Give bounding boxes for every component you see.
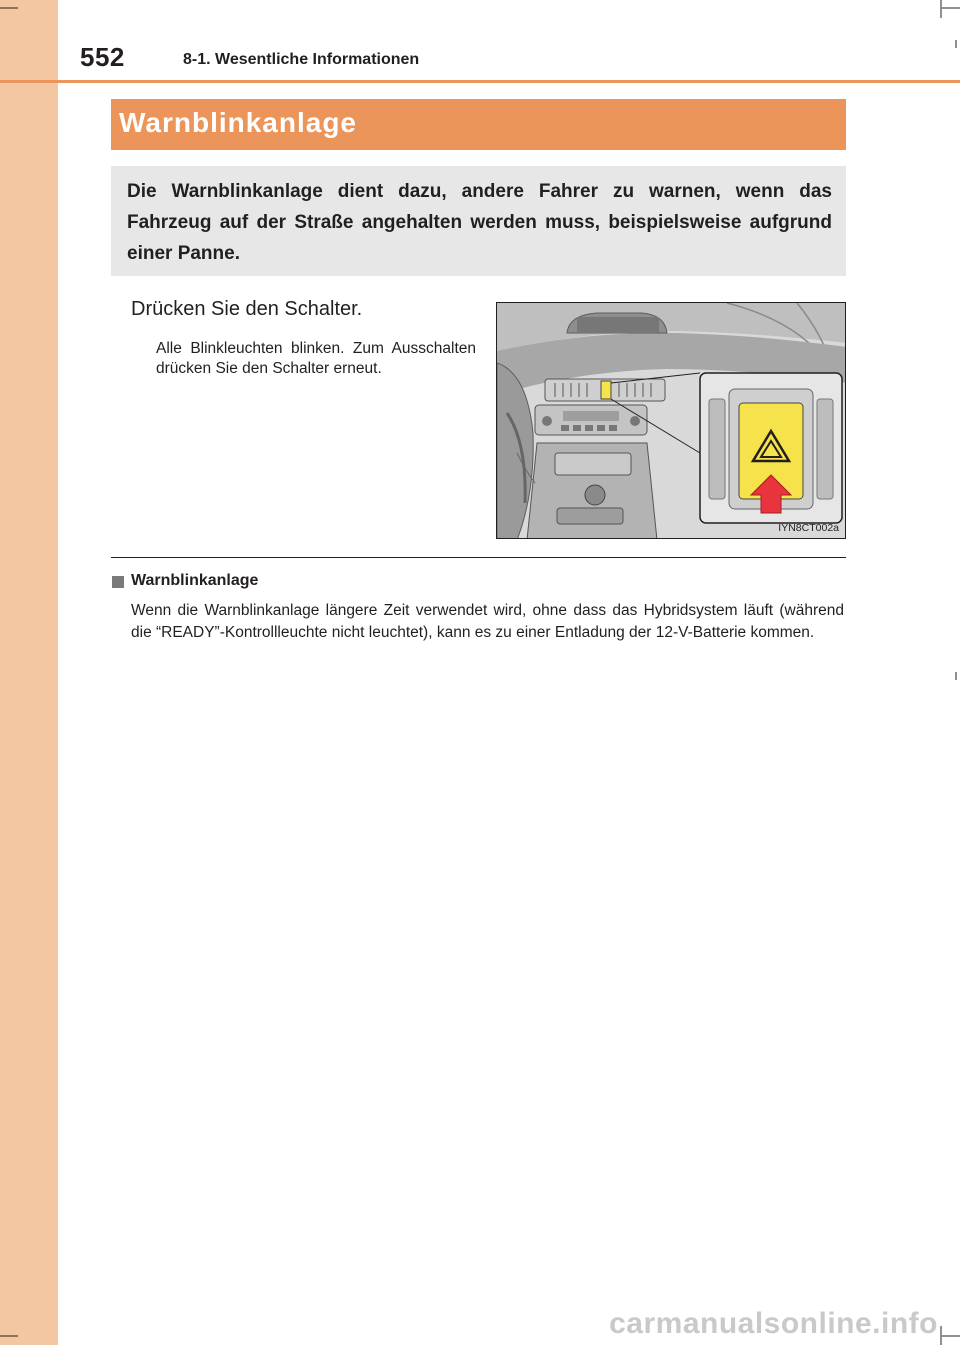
watermark: carmanualsonline.info (609, 1307, 938, 1340)
dashboard-illustration (496, 302, 846, 539)
intro-box (111, 166, 846, 276)
section-breadcrumb: 8-1. Wesentliche Informationen (183, 51, 420, 68)
page-title: Warnblinkanlage (119, 107, 358, 138)
note-heading: Warnblinkanlage (131, 572, 259, 589)
intro-text: Die Warnblinkanlage dient dazu, andere Fahrer zu warnen, wenn das Fahrzeug auf der Straße angehalten werden muss, beispielsweise aufgrund einer Panne. (127, 181, 832, 264)
note-body: Wenn die Warnblinkanlage längere Zeit verwendet wird, ohne dass das Hybridsystem läuft (während die “READY”-Kontrollleuchte nicht leuchtet), kann es zu einer Entladung der 12-V-Batterie kommen. (131, 602, 844, 641)
page-number: 552 (80, 42, 125, 72)
section-divider (111, 557, 846, 558)
step-instruction: Drücken Sie den Schalter. (131, 298, 363, 320)
illustration-code: IYN8CT002a (778, 522, 839, 534)
side-margin-strip (0, 0, 58, 1345)
section-title-bar (111, 99, 846, 150)
step-note: Alle Blinkleuchten blinken. Zum Ausschalten drücken Sie den Schalter erneut. (156, 340, 476, 377)
header-rule (0, 80, 960, 83)
square-bullet-icon (112, 576, 124, 588)
